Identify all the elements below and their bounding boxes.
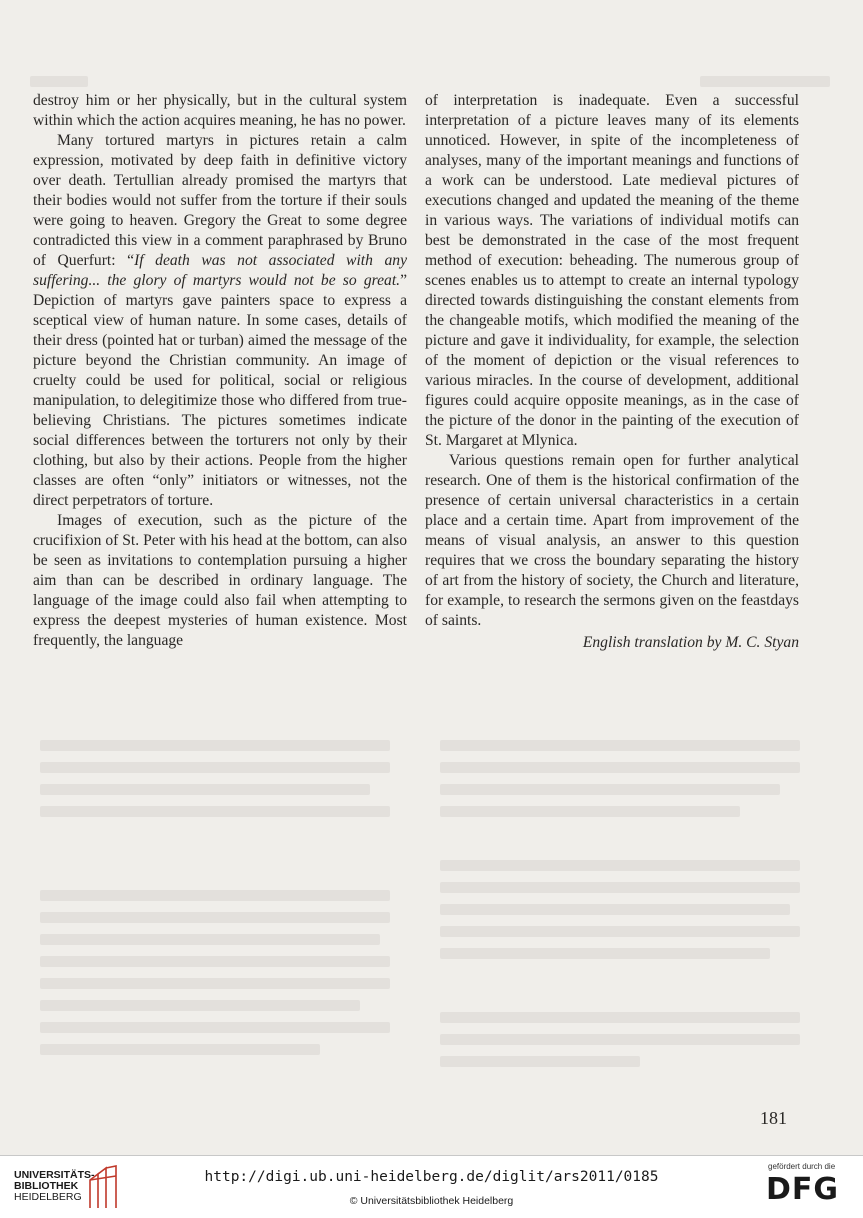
bleed-through-text [440, 926, 800, 937]
footer-bar [0, 1155, 863, 1218]
bleed-through-text [40, 934, 380, 945]
bleed-through-text [40, 806, 390, 817]
bleed-through-text [440, 806, 740, 817]
bleed-through-text [440, 1012, 800, 1023]
bleed-through-text [30, 76, 88, 87]
bleed-through-text [440, 860, 800, 871]
left-column [33, 91, 407, 651]
paragraph-text: Many tortured martyrs in pictures retain a calm expression, motivated by deep faith in definitive victory over death. Tertullian already promised the martyrs that their bodies would not suffer from the torture if their souls were going to heaven. Gregory the Great to some degree contradicted this view in a comment paraphrased by Bruno of Querfurt: “ [33, 132, 407, 269]
dfg-caption: gefördert durch die [768, 1162, 836, 1171]
bleed-through-text [440, 948, 770, 959]
copyright-notice: © Universitätsbibliothek Heidelberg [349, 1195, 514, 1207]
bleed-through-text [40, 956, 390, 967]
paragraph: Various questions remain open for further analytical research. One of them is the historical confirmation of the presence of certain universal characteristics in a certain place and a certain time. Apart from improvement of the means of visual analysis, an answer to this question requires that we cross the boundary separating the history of art from the history of society, the Church and literature, for example, to research the sermons given on the feastdays of saints. [425, 452, 799, 629]
paragraph: of interpretation is inadequate. Even a successful interpretation of a picture leaves many of its elements unnoticed. However, in spite of the incompleteness of analyses, many of the important meanings and functions of a work can be understood. Late medieval pictures of executions changed and updated the meaning of the theme in various ways. The variations of individual motifs can best be demonstrated in the case of the most frequent method of execution: beheading. The numerous group of scenes enables us to attempt to create an internal typology directed towards distinguishing the constant elements from the changeable motifs, which modified the meaning of the picture and gave it individuality, for example, the selection of the moment of depiction or the visual references to various miracles. In the course of development, additional figures could acquire opposite meanings, as in the case of the picture of the donor in the painting of the execution of St. Margaret at Mlynica. [425, 92, 799, 449]
bleed-through-text [40, 1000, 360, 1011]
page-number: 181 [760, 1108, 787, 1128]
bleed-through-text [440, 784, 780, 795]
library-name-line: UNIVERSITÄTS- [14, 1169, 95, 1181]
library-name-line: HEIDELBERG [14, 1191, 82, 1203]
permalink-url[interactable]: http://digi.ub.uni-heidelberg.de/diglit/ars2011/0185 [204, 1169, 659, 1185]
paragraph-text: ” Depiction of martyrs gave painters space to express a sceptical view of human nature. In some cases, details of their dress (pointed hat or turban) aimed the message of the picture beyond the Christian community. An image of cruelty could be used for political, social or religious manipulation, to delegitimize those who differed from true-believing Christians. The pictures sometimes indicate social differences between the torturers not only by their clothing, but also by their actions. People from the higher classes are often “only” initiators or witnesses, not the direct perpetrators of torture. [33, 272, 407, 509]
bleed-through-text [440, 882, 800, 893]
bleed-through-text [40, 890, 390, 901]
bleed-through-text [40, 1022, 390, 1033]
bleed-through-text [40, 1044, 320, 1055]
bleed-through-text [440, 1034, 800, 1045]
paragraph: destroy him or her physically, but in the cultural system within which the action acquires meaning, he has no power. [33, 92, 407, 129]
dfg-logo[interactable]: DFG [766, 1172, 840, 1207]
bleed-through-text [40, 740, 390, 751]
bleed-through-text [440, 904, 790, 915]
bleed-through-text [40, 762, 390, 773]
bleed-through-text [440, 740, 800, 751]
right-column [425, 91, 799, 653]
bleed-through-text [40, 978, 390, 989]
bleed-through-text [700, 76, 830, 87]
library-name-line: BIBLIOTHEK [14, 1180, 79, 1192]
bleed-through-text [440, 1056, 640, 1067]
quotation: If death was not associated with any suffering... the glory of martyrs would not be so great. [33, 252, 407, 289]
translation-credit: English translation by M. C. Styan [582, 634, 799, 651]
paragraph: Images of execution, such as the picture of the crucifixion of St. Peter with his head at the bottom, can also be seen as invitations to contemplation pursuing a higher aim than can be described in ordinary language. The language of the image could also fail when attempting to express the deepest mysteries of human existence. Most frequently, the language [33, 512, 407, 649]
bleed-through-text [40, 784, 370, 795]
bleed-through-text [440, 762, 800, 773]
bleed-through-text [40, 912, 390, 923]
paragraph [33, 131, 407, 511]
